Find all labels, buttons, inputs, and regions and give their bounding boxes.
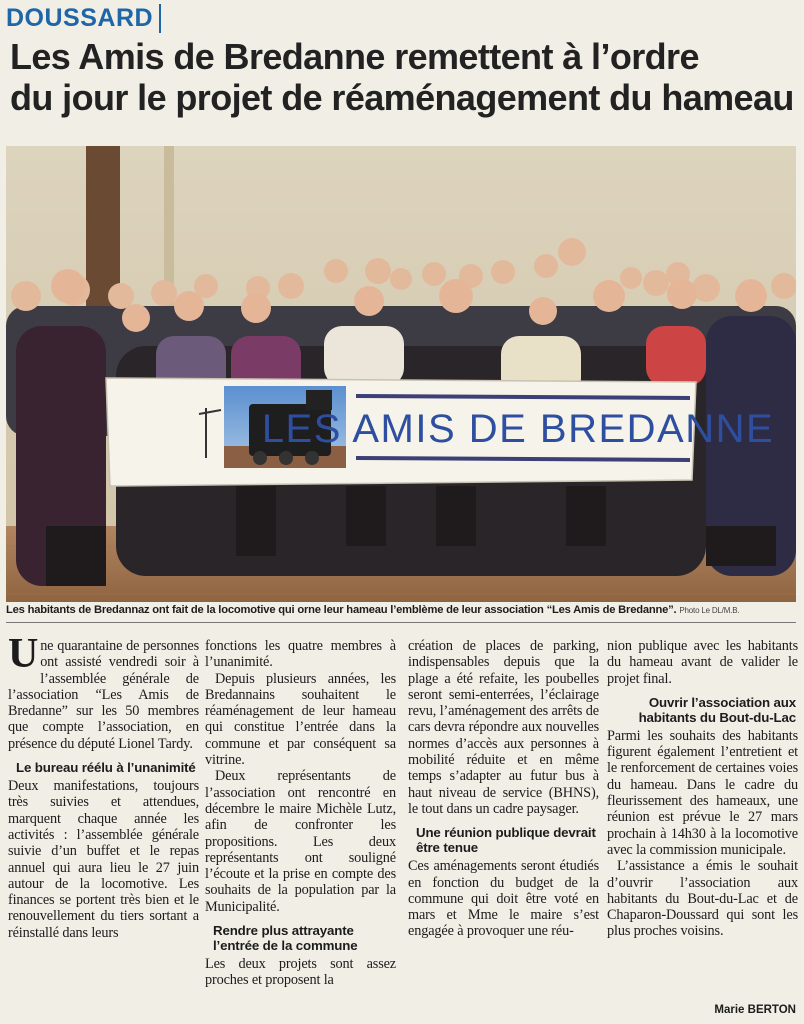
col2-paragraph-4: Les deux projets sont assez proches et proposent la <box>205 956 396 989</box>
col2-paragraph-2: Depuis plusieurs années, les Bredannains souhaitent le réaménagement de leur hameau qui constitue l’entrée dans la commune et par conséquent sa vitrine. <box>205 670 396 769</box>
subheading-reunion: Une réunion publique devrait être tenue <box>416 825 596 856</box>
col2-paragraph-3: Deux représentants de l’association ont rencontré en décembre le maire Michèle Lutz, afin de confronter les propositions. Les deux représentants ont souligné l’écoute et la prise en compte des souhaits de la population par la Municipalité. <box>205 768 396 915</box>
col1-paragraph-1: ne quarantaine de personnes ont assisté vendredi soir à l’assemblée générale de l’association “Les Amis de Bredanne” sur les 50 membres que compte l’association, en présence du député Lionel Tardy. <box>8 638 199 752</box>
rubric-label: DOUSSARD <box>6 4 161 33</box>
section-rubric <box>6 4 161 32</box>
subheading-association: Ouvrir l’association aux habitants du Bout-du-Lac <box>638 694 796 725</box>
caption-text: Les habitants de Bredannaz ont fait de la locomotive qui orne leur hameau l’emblème de leur association “Les Amis de Bredanne”. <box>6 604 677 616</box>
author-signature: Marie BERTON <box>714 1004 796 1016</box>
col4-paragraph-1: nion publique avec les habitants du hameau avant de valider le projet final. <box>607 638 798 687</box>
article-headline <box>10 36 800 118</box>
subheading-bureau: Le bureau réélu à l’unanimité <box>16 760 196 776</box>
article-column-4 <box>607 638 798 940</box>
headline-line-2: du jour le projet de réaménagement du hameau <box>10 77 794 118</box>
banner-text: LES AMIS DE BREDANNE <box>261 407 775 451</box>
caption-divider <box>6 622 796 623</box>
col3-paragraph-2: Ces aménagements seront étudiés en fonction du budget de la commune qui doit être voté en mars et Mme le maire s’est engagée à provoquer une réu- <box>408 858 599 940</box>
group-photo <box>6 146 796 602</box>
col1-paragraph-2: Deux manifestations, toujours très suivies et attendues, marquent chaque année les activités : l’assemblée générale suivie d’un buffet et le repas annuel qui aura lieu le 27 juin autour de la locomotive. Les finances se portent très bien et le renouvellement du tiers sortant a réinstallé dans leurs <box>8 778 199 941</box>
col2-paragraph-1: fonctions les quatre membres à l’unanimité. <box>205 638 396 671</box>
col4-paragraph-3: L’assistance a émis le souhait d’ouvrir l’association aux habitants du Bout-du-Lac et de Chaparon-Doussard qui sont les plus proches voisins. <box>607 858 798 940</box>
col4-paragraph-2: Parmi les souhaits des habitants figurent également l’entretient et le renforcement de certaines voies du hameau. Dans le cadre du fleurissement des hameaux, une réunion est prévue le 27 mars prochain à 14h30 à la locomotive avec la commission municipale. <box>607 727 798 858</box>
subheading-entree: Rendre plus attrayante l’entrée de la commune <box>213 923 358 954</box>
group-photo-illustration <box>6 146 796 602</box>
association-banner <box>106 378 774 486</box>
article-column-3 <box>408 638 599 940</box>
headline-line-1: Les Amis de Bredanne remettent à l’ordre <box>10 36 699 77</box>
drop-cap: U <box>8 631 39 677</box>
photo-caption <box>6 604 796 616</box>
col3-paragraph-1: création de places de parking, indispensables depuis que la plage a été refaite, les poubelles seront semi-enterrées, l’éclairage revu, l’aménagement des arrêts de cars devra répondre aux nouvelles normes d’accès aux personnes à mobilité réduite et en même temps s’adapter au futur bus à haut niveau de service (BHNS), le tout dans un cadre paysager. <box>408 638 599 817</box>
photo-credit: Photo Le DL/M.B. <box>679 606 740 615</box>
article-column-2 <box>205 638 396 989</box>
article-column-1 <box>8 631 199 941</box>
